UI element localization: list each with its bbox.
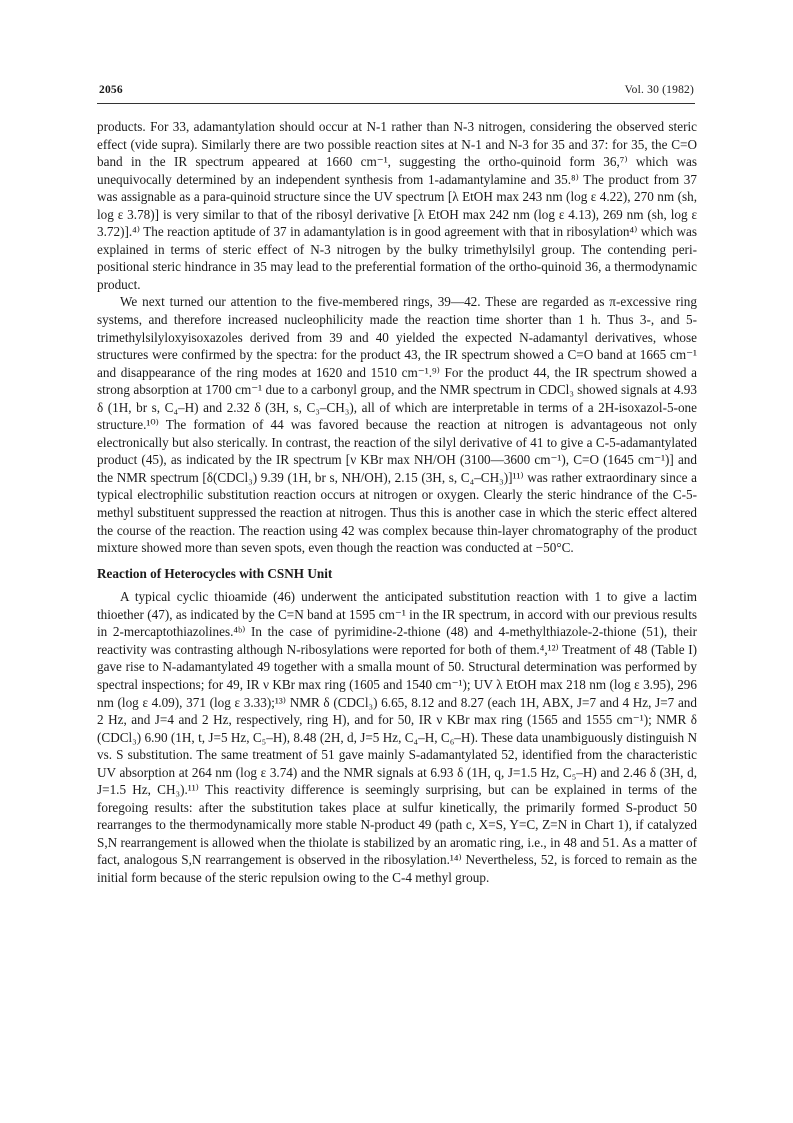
page-number: 2056 (99, 84, 123, 96)
paragraph-products: products. For 33, adamantylation should occur at N-1 rather than N-3 nitrogen, considering the observed steric effect (vide supra). Similarly there are two possible reaction sites at N-1 and N-3 for 35 and 37: for 35, the C=O band in the IR spectrum appeared at 1660 cm⁻¹, suggesting the ortho-quinoid form 36,⁷⁾ which was unequivocally determined by an independent synthesis from 1-adamantylamine and 35.⁸⁾ The product from 37 was assignable as a para-quinoid structure since the UV spectrum [λ EtOH max 243 nm (log ε 4.22), 270 nm (sh, log ε 3.78)] is very similar to that of the ribosyl derivative [λ EtOH max 242 nm (log ε 4.13), 269 nm (sh, log ε 3.72)].⁴⁾ The reaction aptitude of 37 in adamantylation is in good agreement with that in ribosylation⁴⁾ which was explained in terms of steric effect of N-3 nitrogen by the bulky trimethylsilyl group. The contending peri-positional steric hindrance in 35 may lead to the preferential formation of the ortho-quinoid 36, a thermodynamic product. (97, 119, 697, 292)
section-heading: Reaction of Heterocycles with CSNH Unit (97, 565, 333, 581)
header-rule (97, 103, 695, 104)
journal-volume: Vol. 30 (1982) (624, 84, 694, 96)
running-header (99, 84, 694, 100)
paragraph-five-membered-rings: We next turned our attention to the five-membered rings, 39—42. These are regarded as π-excessive ring systems, and therefore increased nucleophilicity made the reaction time shorter than 1 h. Thus 3-, and 5-trimethylsilyloxyisoxazoles derived from 39 and 40 yielded the expected N-adamantyl derivatives, whose structures were confirmed by the spectra: for the product 43, the IR spectrum showed a C=O band at 1665 cm⁻¹ and disappearance of the ring modes at 1620 and 1510 cm⁻¹.⁹⁾ For the product 44, the IR spectrum showed a strong absorption at 1700 cm⁻¹ due to a carbonyl group, and the NMR spectrum in CDCl₃ showed signals at 4.93 δ (1H, br s, C₄–H) and 2.32 δ (3H, s, C₃–CH₃), all of which are interpretable in terms of a 2H-isoxazol-5-one structure.¹⁰⁾ The formation of 44 was favored because the reaction at nitrogen is advantageous not only electronically but also sterically. In contrast, the reaction of the silyl derivative of 41 to give a C-5-adamantylated product (45), as indicated by the IR spectrum [ν KBr max NH/OH (3100—3600 cm⁻¹), C=O (1645 cm⁻¹)] and the NMR spectrum [δ(CDCl₃) 9.39 (1H, br s, NH/OH), 2.15 (3H, s, C₄–CH₃)]¹¹⁾ was rather extraordinary since a typical electrophilic substitution reaction occurs at nitrogen or oxygen. Clearly the steric hindrance of the C-5-methyl substituent suppressed the reaction at nitrogen. Thus this is another case in which the steric effect altered the course of the reaction. The reaction using 42 was complex because thin-layer chromatography of the product mixture showed more than seven spots, even though the reaction was conducted at −50°C. (97, 294, 697, 556)
paragraph-thioamide: A typical cyclic thioamide (46) underwent the anticipated substitution reaction with 1 to give a lactim thioether (47), as indicated by the C=N band at 1595 cm⁻¹ in the IR spectrum, in accord with our previous results in 2-mercaptothiazolines.⁴ᵇ⁾ In the case of pyrimidine-2-thione (48) and 4-methylthiazole-2-thione (51), their reactivity was contrasting although N-ribosylations were reported for both of them.⁴,¹²⁾ Treatment of 48 (Table I) gave rise to N-adamantylated 49 together with a smalla mount of 50. Structural determination was performed by spectral inspections; for 49, IR ν KBr max ring (1605 and 1540 cm⁻¹); UV λ EtOH max 218 nm (log ε 3.95), 296 nm (log ε 4.09), 371 (log ε 3.33);¹³⁾ NMR δ (CDCl₃) 6.65, 8.12 and 8.27 (each 1H, ABX, J=7 and 4 Hz, J=7 and 2 Hz, and J=4 and 2 Hz, respectively, ring H), and for 50, IR ν KBr max ring (1565 and 1555 cm⁻¹); NMR δ (CDCl₃) 6.90 (1H, t, J=5 Hz, C₅–H), 8.48 (2H, d, J=5 Hz, C₄–H, C₆–H). These data unambiguously distinguish N vs. S substitution. The same treatment of 51 gave mainly S-adamantylated 52, identified from the characteristic UV absorption at 264 nm (log ε 3.74) and the NMR signals at 6.93 δ (1H, q, J=1.5 Hz, C₅–H) and 2.46 δ (3H, d, J=1.5 Hz, CH₃).¹¹⁾ This reactivity difference is seemingly surprising, but can be explained in terms of the foregoing results: after the substitution takes place at sulfur kinetically, the primarily formed S-product 50 rearranges to the thermodynamically more stable N-product 49 (path c, X=S, Y=C, Z=N in Chart 1), if catalyzed S,N rearrangement is allowed when the thiolate is stabilized by an aromatic ring, i.e., in 48 and 51. As a matter of fact, analogous S,N rearrangement is observed in the ribosylation.¹⁴⁾ Nevertheless, 52, is forced to remain as the initial form because of the steric repulsion owing to the C-4 methyl group. (97, 589, 697, 885)
article-body (97, 118, 697, 887)
